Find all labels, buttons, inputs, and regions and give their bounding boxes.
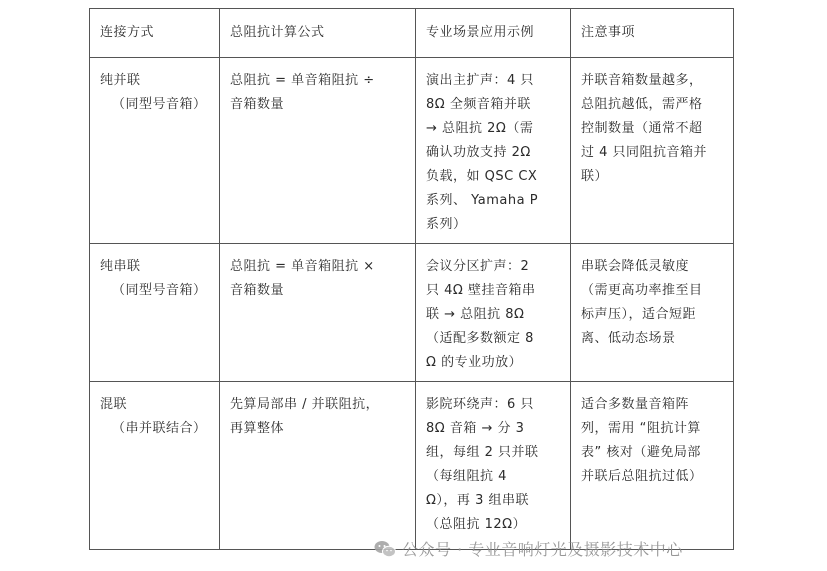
method-name: 纯并联 [100,73,141,88]
cell-method [90,58,220,244]
table-row [90,244,734,382]
example-line: 会议分区扩声：2 [426,259,530,274]
cell-example [416,382,571,550]
table-row [90,58,734,244]
header-formula: 总阻抗计算公式 [220,9,416,58]
note-line: 过 4 只同阻抗音箱并 [581,145,708,160]
note-line: 并联音箱数量越多， [581,73,703,88]
cell-notes [571,244,734,382]
formula-line: 先算局部串 / 并联阻抗， [230,397,380,412]
method-note: （串并联结合） [112,421,207,436]
note-line: 串联会降低灵敏度 [581,259,690,274]
example-line: → 总阻抗 2Ω（需 [426,121,534,136]
watermark-text: 公众号 · 专业音响灯光及摄影技术中心 [402,540,683,559]
method-name: 混联 [100,397,128,412]
cell-method [90,244,220,382]
example-line: 组，每组 2 只并联 [426,445,539,460]
example-line: 8Ω 音箱 → 分 3 [426,421,525,436]
example-line: 系列、 Yamaha P [426,193,539,208]
watermark [374,537,683,560]
note-line: 联） [581,169,609,184]
example-line: 联 → 总阻抗 8Ω [426,307,525,322]
example-line: （每组阻抗 4 [426,469,507,484]
example-line: （总阻抗 12Ω） [426,517,527,532]
note-line: 适合多数量音箱阵 [581,397,690,412]
example-line: 演出主扩声：4 只 [426,73,534,88]
example-line: 8Ω 全频音箱并联 [426,97,531,112]
note-line: 标声压），适合短距 [581,307,697,322]
example-line: 影院环绕声：6 只 [426,397,534,412]
cell-formula [220,58,416,244]
method-note: （同型号音箱） [112,283,207,298]
example-line: （适配多数额定 8 [426,331,534,346]
example-line: Ω），再 3 组串联 [426,493,529,508]
cell-formula [220,244,416,382]
cell-example [416,58,571,244]
cell-method [90,382,220,550]
example-line: 确认功放支持 2Ω [426,145,531,160]
method-name: 纯串联 [100,259,141,274]
example-line: 只 4Ω 壁挂音箱串 [426,283,536,298]
header-notes: 注意事项 [571,9,734,58]
note-line: 列，需用 “阻抗计算 [581,421,701,436]
example-line: 系列） [426,217,467,232]
example-line: 负载，如 QSC CX [426,169,538,184]
wechat-icon [374,540,396,558]
formula-line: 音箱数量 [230,283,285,298]
impedance-table [89,8,734,550]
formula-line: 再算整体 [230,421,285,436]
example-line: Ω 的专业功放） [426,355,523,370]
cell-notes [571,58,734,244]
formula-line: 总阻抗 = 单音箱阻抗 × [230,259,375,274]
method-note: （同型号音箱） [112,97,207,112]
note-line: （需更高功率推至目 [581,283,703,298]
note-line: 表” 核对（避免局部 [581,445,701,460]
formula-line: 总阻抗 = 单音箱阻抗 ÷ [230,73,375,88]
note-line: 总阻抗越低，需严格 [581,97,703,112]
table-row [90,382,734,550]
cell-example [416,244,571,382]
header-method: 连接方式 [90,9,220,58]
note-line: 离、低动态场景 [581,331,676,346]
formula-line: 音箱数量 [230,97,285,112]
cell-notes [571,382,734,550]
cell-formula [220,382,416,550]
table-header-row [90,9,734,58]
note-line: 控制数量（通常不超 [581,121,703,136]
note-line: 并联后总阻抗过低） [581,469,703,484]
header-example: 专业场景应用示例 [416,9,571,58]
